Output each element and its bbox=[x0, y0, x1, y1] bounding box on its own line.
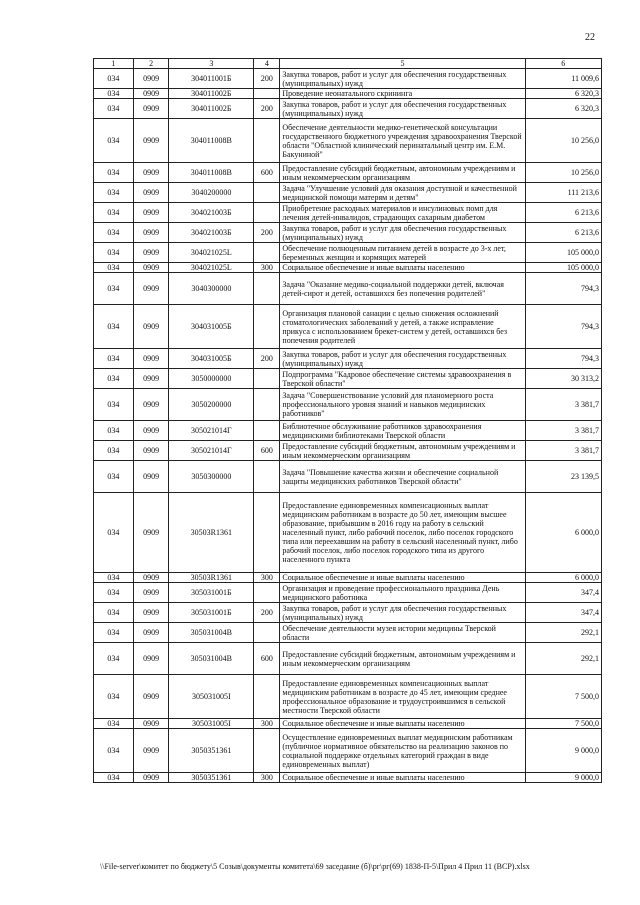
cell-name: Предоставление единовременных компенсационных выплат медицинским работникам в возрасте до 50 лет, имеющим высшее образование, прибывшим в 2016 году на работу в сельский населенный пункт, либо рабочий поселок, либо поселок городского типа или переехавшим на работу в сельский населенный пункт, либо рабочий поселок, либо поселок городского типа из другого населенного пункта bbox=[280, 493, 525, 573]
cell-name: Социальное обеспечение и иные выплаты населению bbox=[280, 719, 525, 729]
cell-amount: 6 320,3 bbox=[525, 99, 602, 119]
cell-ministry: 034 bbox=[94, 389, 134, 421]
cell-ministry: 034 bbox=[94, 203, 134, 223]
cell-name: Закупка товаров, работ и услуг для обеспечения государственных (муниципальных) нужд bbox=[280, 99, 525, 119]
cell-amount: 292,1 bbox=[525, 643, 602, 675]
cell-type bbox=[254, 203, 280, 223]
footer-file-path: \\File-server\комитет по бюджету\5 Созыв\документы комитета\69 заседание (б)\рг\рг(69) 1838-П-5\Прил 4 Прил 11 (ВСР).xlsx bbox=[100, 862, 530, 871]
cell-target: 304011002Б bbox=[169, 99, 254, 119]
cell-ministry: 034 bbox=[94, 305, 134, 349]
table-row bbox=[94, 583, 602, 603]
table-row bbox=[94, 461, 602, 493]
cell-name: Задача "Повышение качества жизни и обеспечение социальной защиты медицинских работников Тверской области" bbox=[280, 461, 525, 493]
cell-ministry: 034 bbox=[94, 643, 134, 675]
cell-target: 30503R1361 bbox=[169, 493, 254, 573]
table-row bbox=[94, 421, 602, 441]
table-row bbox=[94, 493, 602, 573]
cell-amount: 6 213,6 bbox=[525, 203, 602, 223]
cell-name: Проведение неонатального скрининга bbox=[280, 89, 525, 99]
cell-name: Задача "Улучшение условий для оказания доступной и качественной медицинской помощи матерям и детям" bbox=[280, 183, 525, 203]
cell-target: 305031005I bbox=[169, 675, 254, 719]
cell-amount: 10 256,0 bbox=[525, 163, 602, 183]
cell-ministry: 034 bbox=[94, 183, 134, 203]
cell-name: Закупка товаров, работ и услуг для обеспечения государственных (муниципальных) нужд bbox=[280, 69, 525, 89]
cell-ministry: 034 bbox=[94, 223, 134, 243]
table-row bbox=[94, 163, 602, 183]
cell-ministry: 034 bbox=[94, 729, 134, 773]
cell-amount: 6 000,0 bbox=[525, 573, 602, 583]
cell-section: 0909 bbox=[133, 773, 169, 783]
cell-target: 305031004В bbox=[169, 623, 254, 643]
cell-target: 30503R1361 bbox=[169, 573, 254, 583]
cell-amount: 794,3 bbox=[525, 273, 602, 305]
cell-section: 0909 bbox=[133, 719, 169, 729]
cell-type: 600 bbox=[254, 643, 280, 675]
cell-type: 200 bbox=[254, 69, 280, 89]
cell-amount: 6 213,6 bbox=[525, 223, 602, 243]
cell-name: Обеспечение деятельности медико-генетической консультации государственного бюджетного учреждения здравоохранения Тверской области "Областной клинический перинатальный центр им. Е.М. Бакуниной" bbox=[280, 119, 525, 163]
cell-name: Предоставление единовременных компенсационных выплат медицинским работникам в возрасте до 45 лет, имеющим среднее профессиональное образование и трудоустроившимся в сельской местности Тверской области bbox=[280, 675, 525, 719]
cell-type bbox=[254, 675, 280, 719]
cell-type bbox=[254, 243, 280, 263]
table-row bbox=[94, 603, 602, 623]
table-row bbox=[94, 623, 602, 643]
cell-name: Социальное обеспечение и иные выплаты населению bbox=[280, 263, 525, 273]
cell-target: 305031005I bbox=[169, 719, 254, 729]
cell-ministry: 034 bbox=[94, 69, 134, 89]
table-row bbox=[94, 223, 602, 243]
cell-ministry: 034 bbox=[94, 99, 134, 119]
table-row bbox=[94, 441, 602, 461]
cell-section: 0909 bbox=[133, 441, 169, 461]
budget-table bbox=[93, 58, 602, 783]
cell-section: 0909 bbox=[133, 643, 169, 675]
cell-ministry: 034 bbox=[94, 583, 134, 603]
cell-name: Социальное обеспечение и иные выплаты населению bbox=[280, 573, 525, 583]
cell-ministry: 034 bbox=[94, 441, 134, 461]
cell-section: 0909 bbox=[133, 243, 169, 263]
cell-name: Предоставление субсидий бюджетным, автономным учреждениям и иным некоммерческим организациям bbox=[280, 163, 525, 183]
cell-target: 3040200000 bbox=[169, 183, 254, 203]
cell-ministry: 034 bbox=[94, 623, 134, 643]
cell-ministry: 034 bbox=[94, 273, 134, 305]
cell-name: Обеспечение деятельности музея истории медицины Тверской области bbox=[280, 623, 525, 643]
cell-ministry: 034 bbox=[94, 243, 134, 263]
cell-target: 304021003Б bbox=[169, 223, 254, 243]
cell-name: Подпрограмма "Кадровое обеспечение системы здравоохранения в Тверской области" bbox=[280, 369, 525, 389]
cell-target: 304031005Б bbox=[169, 305, 254, 349]
cell-ministry: 034 bbox=[94, 369, 134, 389]
cell-type bbox=[254, 305, 280, 349]
cell-section: 0909 bbox=[133, 369, 169, 389]
table-row bbox=[94, 183, 602, 203]
cell-name: Закупка товаров, работ и услуг для обеспечения государственных (муниципальных) нужд bbox=[280, 223, 525, 243]
cell-section: 0909 bbox=[133, 99, 169, 119]
cell-name: Приобретение расходных материалов и инсулиновых помп для лечения детей-инвалидов, страдающих сахарным диабетом bbox=[280, 203, 525, 223]
cell-type bbox=[254, 461, 280, 493]
cell-amount: 3 381,7 bbox=[525, 441, 602, 461]
cell-target: 3050351361 bbox=[169, 729, 254, 773]
cell-type bbox=[254, 421, 280, 441]
cell-target: 3050300000 bbox=[169, 461, 254, 493]
cell-amount: 10 256,0 bbox=[525, 119, 602, 163]
cell-name: Задача "Оказание медико-социальной поддержки детей, включая детей-сирот и детей, оставшихся без попечения родителей" bbox=[280, 273, 525, 305]
cell-section: 0909 bbox=[133, 223, 169, 243]
table-row bbox=[94, 675, 602, 719]
cell-ministry: 034 bbox=[94, 573, 134, 583]
cell-type bbox=[254, 623, 280, 643]
cell-amount: 347,4 bbox=[525, 603, 602, 623]
cell-type bbox=[254, 119, 280, 163]
cell-amount: 794,3 bbox=[525, 349, 602, 369]
cell-target: 305031001Б bbox=[169, 583, 254, 603]
table-row bbox=[94, 389, 602, 421]
cell-name: Осуществление единовременных выплат медицинским работникам (публичное нормативное обязательство на реализацию законов по социальной поддержке отдельных категорий граждан в виде единовременных выплат) bbox=[280, 729, 525, 773]
cell-ministry: 034 bbox=[94, 773, 134, 783]
table-row bbox=[94, 349, 602, 369]
table-row bbox=[94, 203, 602, 223]
cell-target: 3050200000 bbox=[169, 389, 254, 421]
table-row bbox=[94, 729, 602, 773]
cell-section: 0909 bbox=[133, 623, 169, 643]
cell-type bbox=[254, 273, 280, 305]
table-row bbox=[94, 773, 602, 783]
cell-target: 305031004В bbox=[169, 643, 254, 675]
cell-type bbox=[254, 369, 280, 389]
cell-amount: 347,4 bbox=[525, 583, 602, 603]
cell-section: 0909 bbox=[133, 163, 169, 183]
cell-section: 0909 bbox=[133, 493, 169, 573]
cell-section: 0909 bbox=[133, 573, 169, 583]
cell-section: 0909 bbox=[133, 183, 169, 203]
table-row bbox=[94, 89, 602, 99]
cell-ministry: 034 bbox=[94, 263, 134, 273]
cell-target: 304011008В bbox=[169, 119, 254, 163]
header-col-3: 3 bbox=[169, 59, 254, 69]
cell-name: Социальное обеспечение и иные выплаты населению bbox=[280, 773, 525, 783]
cell-name: Организация плановой санации с целью снижения осложнений стоматологических заболеваний у детей, а также исправление прикуса с использованием брекет-систем у детей, оставшихся без попечения родителей bbox=[280, 305, 525, 349]
cell-target: 304021003Б bbox=[169, 203, 254, 223]
cell-section: 0909 bbox=[133, 305, 169, 349]
cell-target: 304021025L bbox=[169, 263, 254, 273]
cell-section: 0909 bbox=[133, 273, 169, 305]
table-row bbox=[94, 99, 602, 119]
header-col-1: 1 bbox=[94, 59, 134, 69]
cell-amount: 3 381,7 bbox=[525, 421, 602, 441]
cell-amount: 30 313,2 bbox=[525, 369, 602, 389]
cell-type: 200 bbox=[254, 349, 280, 369]
cell-section: 0909 bbox=[133, 389, 169, 421]
cell-target: 3040300000 bbox=[169, 273, 254, 305]
table-row bbox=[94, 263, 602, 273]
cell-type bbox=[254, 183, 280, 203]
cell-type: 300 bbox=[254, 263, 280, 273]
cell-ministry: 034 bbox=[94, 349, 134, 369]
cell-amount: 105 000,0 bbox=[525, 243, 602, 263]
header-col-4: 4 bbox=[254, 59, 280, 69]
cell-amount: 794,3 bbox=[525, 305, 602, 349]
table-row bbox=[94, 273, 602, 305]
cell-target: 304031005Б bbox=[169, 349, 254, 369]
cell-name: Организация и проведение профессионального праздника День медицинского работника bbox=[280, 583, 525, 603]
cell-target: 304021025L bbox=[169, 243, 254, 263]
cell-section: 0909 bbox=[133, 461, 169, 493]
cell-type bbox=[254, 729, 280, 773]
cell-ministry: 034 bbox=[94, 421, 134, 441]
cell-section: 0909 bbox=[133, 421, 169, 441]
cell-target: 305031001Б bbox=[169, 603, 254, 623]
cell-section: 0909 bbox=[133, 263, 169, 273]
cell-name: Задача "Совершенствование условий для планомерного роста профессионального уровня знаний и навыков медицинских работников" bbox=[280, 389, 525, 421]
table-row bbox=[94, 243, 602, 263]
cell-target: 305021014Г bbox=[169, 441, 254, 461]
cell-amount: 11 009,6 bbox=[525, 69, 602, 89]
cell-section: 0909 bbox=[133, 349, 169, 369]
cell-amount: 23 139,5 bbox=[525, 461, 602, 493]
cell-section: 0909 bbox=[133, 203, 169, 223]
table-row bbox=[94, 573, 602, 583]
cell-type: 200 bbox=[254, 99, 280, 119]
cell-amount: 6 000,0 bbox=[525, 493, 602, 573]
table-header-row bbox=[94, 59, 602, 69]
cell-amount: 105 000,0 bbox=[525, 263, 602, 273]
cell-ministry: 034 bbox=[94, 461, 134, 493]
cell-type bbox=[254, 583, 280, 603]
cell-name: Библиотечное обслуживание работников здравоохранения медицинскими библиотеками Тверской области bbox=[280, 421, 525, 441]
cell-ministry: 034 bbox=[94, 89, 134, 99]
cell-type: 300 bbox=[254, 773, 280, 783]
cell-type: 600 bbox=[254, 163, 280, 183]
cell-amount: 7 500,0 bbox=[525, 675, 602, 719]
cell-name: Предоставление субсидий бюджетным, автономным учреждениям и иным некоммерческим организациям bbox=[280, 441, 525, 461]
cell-type: 300 bbox=[254, 573, 280, 583]
header-col-6: 6 bbox=[525, 59, 602, 69]
cell-amount: 6 320,3 bbox=[525, 89, 602, 99]
cell-name: Закупка товаров, работ и услуг для обеспечения государственных (муниципальных) нужд bbox=[280, 603, 525, 623]
page-number: 22 bbox=[585, 32, 595, 43]
cell-target: 304011001Б bbox=[169, 69, 254, 89]
header-col-2: 2 bbox=[133, 59, 169, 69]
header-col-5: 5 bbox=[280, 59, 525, 69]
cell-type: 200 bbox=[254, 603, 280, 623]
table-row bbox=[94, 305, 602, 349]
cell-section: 0909 bbox=[133, 675, 169, 719]
cell-target: 304011008В bbox=[169, 163, 254, 183]
cell-section: 0909 bbox=[133, 69, 169, 89]
cell-section: 0909 bbox=[133, 89, 169, 99]
cell-section: 0909 bbox=[133, 583, 169, 603]
cell-name: Предоставление субсидий бюджетным, автономным учреждениям и иным некоммерческим организациям bbox=[280, 643, 525, 675]
table-row bbox=[94, 719, 602, 729]
cell-ministry: 034 bbox=[94, 719, 134, 729]
cell-target: 3050000000 bbox=[169, 369, 254, 389]
table-row bbox=[94, 69, 602, 89]
cell-ministry: 034 bbox=[94, 493, 134, 573]
cell-amount: 9 000,0 bbox=[525, 773, 602, 783]
table-row bbox=[94, 369, 602, 389]
cell-section: 0909 bbox=[133, 603, 169, 623]
cell-type: 600 bbox=[254, 441, 280, 461]
cell-type bbox=[254, 493, 280, 573]
cell-amount: 292,1 bbox=[525, 623, 602, 643]
cell-section: 0909 bbox=[133, 729, 169, 773]
cell-amount: 7 500,0 bbox=[525, 719, 602, 729]
cell-type: 300 bbox=[254, 719, 280, 729]
cell-target: 304011002Б bbox=[169, 89, 254, 99]
cell-name: Обеспечение полноценным питанием детей в возрасте до 3-х лет, беременных женщин и кормящих матерей bbox=[280, 243, 525, 263]
cell-ministry: 034 bbox=[94, 163, 134, 183]
cell-ministry: 034 bbox=[94, 603, 134, 623]
cell-target: 305021014Г bbox=[169, 421, 254, 441]
cell-type bbox=[254, 389, 280, 421]
cell-type: 200 bbox=[254, 223, 280, 243]
table-row bbox=[94, 119, 602, 163]
table-body bbox=[94, 69, 602, 783]
cell-amount: 9 000,0 bbox=[525, 729, 602, 773]
cell-ministry: 034 bbox=[94, 119, 134, 163]
cell-type bbox=[254, 89, 280, 99]
cell-target: 3050351361 bbox=[169, 773, 254, 783]
cell-ministry: 034 bbox=[94, 675, 134, 719]
cell-section: 0909 bbox=[133, 119, 169, 163]
cell-amount: 111 213,6 bbox=[525, 183, 602, 203]
cell-name: Закупка товаров, работ и услуг для обеспечения государственных (муниципальных) нужд bbox=[280, 349, 525, 369]
cell-amount: 3 381,7 bbox=[525, 389, 602, 421]
table-row bbox=[94, 643, 602, 675]
